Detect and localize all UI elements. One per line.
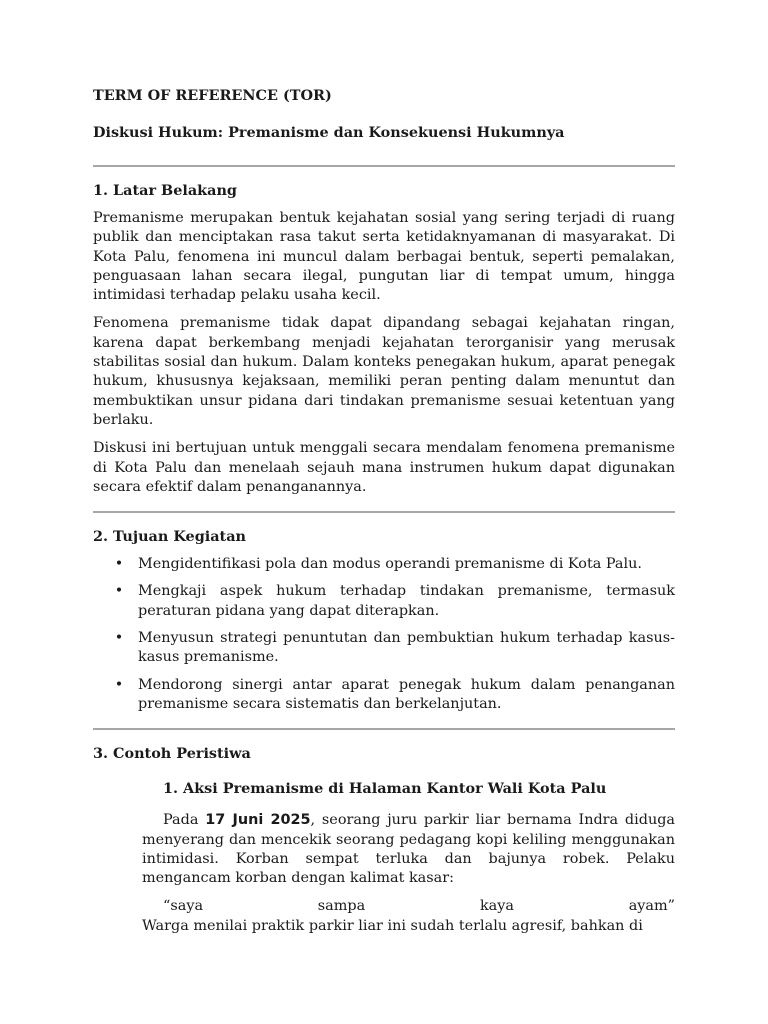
document-content: [93, 86, 675, 936]
section-heading-tujuan-kegiatan: 2. Tujuan Kegiatan: [93, 528, 246, 546]
list-item-text: Mengkaji aspek hukum terhadap tindakan premanisme, termasuk peraturan pidana yang dapat diterapkan.: [138, 583, 675, 619]
bullet-icon: •: [114, 630, 124, 647]
bullet-icon: •: [114, 676, 124, 693]
list-item-text: Mendorong sinergi antar aparat penegak hukum dalam penanganan premanisme secara sistematis dan berkelanjutan.: [138, 676, 675, 712]
quote-line: [93, 897, 675, 916]
section-heading-latar-belakang: 1. Latar Belakang: [93, 182, 237, 199]
section-divider: [93, 165, 675, 167]
quote-word: kaya: [479, 898, 514, 915]
section-divider: [93, 728, 675, 730]
section-heading-contoh-peristiwa: 3. Contoh Peristiwa: [93, 745, 251, 763]
quote-word: sampa: [317, 898, 366, 915]
quote-word: ayam”: [628, 898, 675, 915]
case-paragraph: [93, 811, 675, 888]
list-item: [93, 582, 675, 621]
document-subtitle: Diskusi Hukum: Premanisme dan Konsekuensi Hukumnya: [93, 124, 565, 141]
case-paragraph-text: [142, 811, 675, 888]
case-date: 17 Juni 2025: [205, 812, 311, 829]
case-title: 1. Aksi Premanisme di Halaman Kantor Wali Kota Palu: [163, 780, 607, 798]
objectives-list: [93, 555, 675, 714]
list-item-text: Mengidentifikasi pola dan modus operandi premanisme di Kota Palu.: [138, 556, 642, 573]
continuation-text: Warga menilai praktik parkir liar ini sudah terlalu agresif, bahkan di: [142, 917, 643, 934]
paragraph: Fenomena premanisme tidak dapat dipandang sebagai kejahatan ringan, karena dapat berkembang menjadi kejahatan terorganisir yang merusak stabilitas sosial dan hukum. Dalam konteks penegakan hukum, aparat penegak hukum, khususnya kejaksaan, memiliki peran penting dalam menuntut dan membuktikan unsur pidana dari tindakan premanisme sesuai ketentuan yang berlaku.: [93, 315, 675, 428]
bullet-icon: •: [114, 556, 124, 573]
list-item: [93, 676, 675, 715]
document-title: TERM OF REFERENCE (TOR): [93, 87, 332, 104]
paragraph: Premanisme merupakan bentuk kejahatan sosial yang sering terjadi di ruang publik dan menciptakan rasa takut serta ketidaknyamanan di masyarakat. Di Kota Palu, fenomena ini muncul dalam berbagai bentuk, seperti pemalakan, penguasaan lahan secara ilegal, pungutan liar di tempat umum, hingga intimidasi terhadap pelaku usaha kecil.: [93, 210, 675, 304]
list-item: [93, 629, 675, 668]
bullet-icon: •: [114, 583, 124, 600]
list-item-text: Menyusun strategi penuntutan dan pembuktian hukum terhadap kasus-kasus premanisme.: [138, 630, 675, 666]
quote-word: “saya: [163, 898, 204, 915]
case-text-start: Pada: [163, 812, 206, 829]
section-divider: [93, 511, 675, 513]
paragraph: Diskusi ini bertujuan untuk menggali secara mendalam fenomena premanisme di Kota Palu dan menelaah sejauh mana instrumen hukum dapat digunakan secara efektif dalam penanganannya.: [93, 440, 675, 495]
case-text-rest: , seorang juru parkir liar bernama Indra diduga menyerang dan mencekik seorang pedagang kopi keliling menggunakan intimidasi. Korban sempat terluka dan bajunya robek. Pelaku mengancam korban dengan kalimat kasar:: [142, 812, 676, 887]
list-item: [93, 555, 675, 574]
